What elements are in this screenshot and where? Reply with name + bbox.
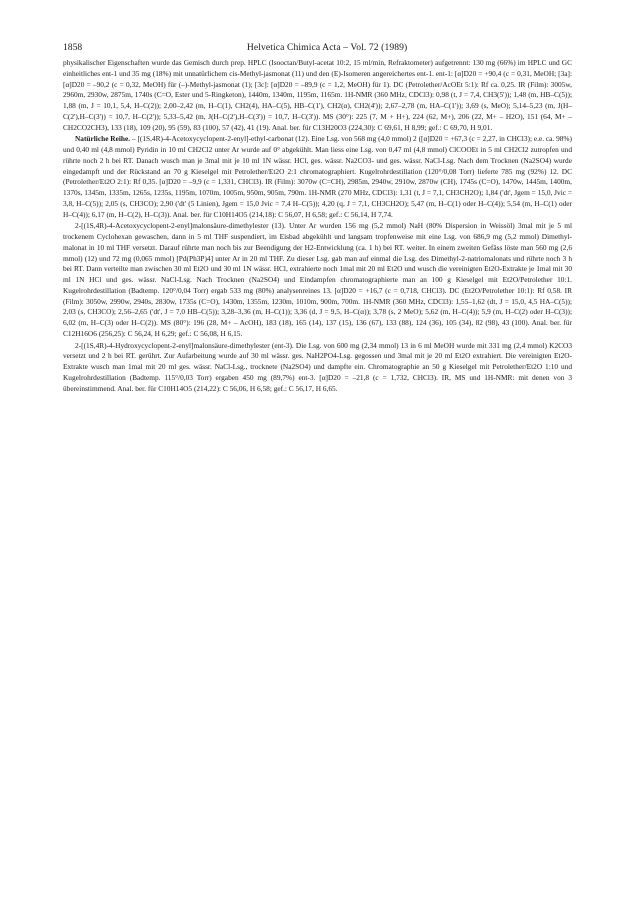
article-body [63,58,572,394]
paragraph [63,221,572,339]
paragraph-text: physikalischer Eigenschaften wurde das Gemisch durch prep. HPLC (Isooctan/Butyl-acetat 10:2, 15 ml/min, Refraktometer) aufgetrennt: 130 mg (66%) im HPLC und GC einheitliches ent-1 und 35 mg (18%) mit unnatürlichem cis-Methyl-jasmonat (11) und den (E)-Isomeren angereichertes ent-1. ent-1: [α]D20 = +90,4 (c = 0,31, MeOH; [3a]: [α]D20 = –90,2 (c = 0,32, MeOH) für (–)-Methyl-jasmonat (1); [3c]: [α]D20 = –89,9 (c = 1,2, MeOH) für 1). DC (Petrolether/AcOEt 5:1): Rf ca. 0,25. IR (Film): 3005w, 2960m, 2930w, 2875m, 1740s (C=O, Ester und 5-Ringketon), 1440m, 1340m, 1195m, 1165m. 1H-NMR (360 MHz, CDCl3): 0,98 (t, J = 7,4, CH3(5')); 1,48 (m, HB–C(5)); 1,88 (m, J = 10,1, 5,4, H–C(2)); 2,00–2,42 (m, H–C(1), CH2(4), HA–C(5), HB–C(1'), CH2(α), CH2(4')); 2,67–2,78 (m, HA–C(1')); 3,69 (s, MeO); 5,14–5,23 (m, J(H–C(2'),H–C(3')) = 10,7, H–C(2')); 5,33–5,42 (m, J(H–C(2'),H–C(3')) = 10,7, H–C(3')). MS (30°): 225 (7, M + H+), 224 (62, M+), 206 (22, M+ – H2O), 151 (64, M+ – CH2CO2CH3), 133 (18), 109 (20), 95 (59), 83 (100), 57 (42), 41 (19). Anal. ber. für C13H20O3 (224,30): C 69,61, H 8,99; gef.: C 69,70, H 9,01. [63,58,572,132]
paragraph [63,341,572,395]
paragraph [63,134,572,220]
paragraph-text: 2-[(1S,4R)-4-Acetoxycyclopent-2-enyl]malonsäure-dimethylester (13). Unter Ar wurden 156 mg (5,2 mmol) NaH (80% Dispersion in Weissöl) 3mal mit je 5 ml trockenem Cyclohexan gewaschen, dann in 5 ml THF suspendiert, im Eisbad abgekühlt und langsam tropfenweise mit eine Lsg. von 686,9 mg (5,2 mmol) Dimethyl-malonat in 10 ml THF versetzt. Darauf rührte man noch bis zur Beendigung der H2-Entwicklung (ca. 1 h) bei RT. weiter. In einem zweiten Gefäss löste man 560 mg (2,6 mmol) (12) und 72 mg (0,065 mmol) [Pd(Ph3P)4] unter Ar in 20 ml THF. Zu dieser Lsg. gab man auf einmal die Lsg. des Dimethyl-2-natriomalonats und rührte noch 3 h bei RT. Dann verteilte man zwischen 30 ml Et2O und 30 ml 1N wässr. HCl, extrahierte noch 1mal mit 20 ml Et2O und wusch die vereinigten Et2O-Extrakte je 1mal mit 30 ml 1N HCl und ges. wässr. NaCl-Lsg. Nach Trocknen (Na2SO4) und Eindampfen chromatographierte man an 100 g Kieselgel mit Et2O/Petrolether 10:1. Kugelrohrdestillation (Badtemp. 120°/0,04 Torr) ergab 533 mg (80%) analysenreines 13. [α]D20 = +16,7 (c = 0,718, CHCl3). DC (Et2O/Petrolether 10:1): Rf 0,58. IR (Film): 3050w, 2990w, 2940s, 2830w, 1735s (C=O), 1430m, 1355m, 1230m, 1010m, 900m, 700m. 1H-NMR (360 MHz, CDCl3): 1,55–1,62 (dt, J = 15,0, 4,5 HA–C(5)); 2,03 (s, CH3CO); 2,56–2,65 ('dt', J = 7,0 HB–C(5)); 3,28–3,36 (m, H–C(1)); 3,36 (d, J = 9,5, H–C(α)); 3,78 (s, 2 MeO); 5,62 (m, H–C(4)); 5,9 (m, H–C(2) oder H–C(3)); 6,02 (m, H–C(3) oder H–C(2)). MS (80°): 196 (28, M+ – AcOH), 183 (18), 165 (14), 137 (15), 136 (67), 133 (88), 124 (36), 105 (34), 82 (98), 43 (100). Anal. ber. für C12H16O6 (256,25): C 56,24, H 6,29; gef.: C 56,08, H 6,15. [63,221,572,338]
running-title: Helvetica Chimica Acta – Vol. 72 (1989) [246,42,408,53]
section-lead: Natürliche Reihe. [75,134,131,144]
journal-page [63,42,572,395]
paragraph [63,58,572,133]
paragraph-text: – [(1S,4R)-4-Acetoxycyclopent-2-enyl]-ethyl-carbonat (12). Eine Lsg. von 568 mg (4,0 mmol) 2 ([α]D20 = +67,3 (c = 2,27, in CHCl3); e.e. ca. 98%) und 0,40 ml (4,8 mmol) Pyridin in 10 ml CH2Cl2 unter Ar wurde auf 0° abgekühlt. Man liess eine Lsg. von 0,47 ml (4,8 mmol) ClCOOEt in 5 ml CH2Cl2 zutropfen und rührte noch 2 h bei RT. Danach wusch man je 3mal mit je 10 ml 1N wässr. HCl, ges. wässr. Na2CO3- und ges. wässr. NaCl-Lsg. Nach dem Trocknen (Na2SO4) wurde eingedampft und der Rückstand an 70 g Kieselgel mit Petrolether/Et2O 2:1 chromatographiert. Kugelrohrdestillation (120°/0,08 Torr) lieferte 785 mg (92%) 12. DC (Petrolether/Et2O 2:1): Rf 0,35. [α]D20 = –9,9 (c = 1,331, CHCl3). IR (Film): 3070w (C=CH), 2985m, 2940w, 2910w, 2870w (CH), 1745s (C=O), 1470w, 1445m, 1400m, 1370s, 1345m, 1335m, 1265s, 1235s, 1195m, 1070m, 1005m, 950m, 905m, 790m. 1H-NMR (270 MHz, CDCl3): 1,31 (t, J = 7,1, CH3CH2O); 1,84 ('dt', Jgem = 15,0, Jvic = 3,8, H–C(5)); 2,05 (s, CH3CO); 2,90 ('dt' (5 Linien), Jgem = 15,0 Jvic = 7,4 H–C(5)); 4,20 (q, J = 7,1, CH3CH2O); 5,47 (m, H–C(1) oder H–C(4)); 5,54 (m, H–C(1) oder H–C(4)); 6,17 (m, H–C(2), H–C(3)). Anal. ber. für C10H14O5 (214,18): C 56,07, H 6,58; gef.: C 56,14, H 7,74. [63,134,572,219]
page-number: 1858 [63,42,83,53]
paragraph-text: 2-[(1S,4R)-4-Hydroxycyclopent-2-enyl]malonsäure-dimethylester (ent-3). Die Lsg. von 600 mg (2,34 mmol) 13 in 6 ml MeOH wurde mit 331 mg (2,4 mmol) K2CO3 versetzt und 2 h bei RT. gerührt. Zur Aufarbeitung wurde auf 30 ml wässr. ges. NaH2PO4-Lsg. gegossen und 3mal mit je 20 ml Et2O extrahiert. Die vereinigten Et2O-Extrakte wusch man 1mal mit 20 ml ges. wässr. NaCl-Lsg., trocknete (Na2SO4) und dampfte ein. Chromatographie an 50 g Kieselgel mit Petrolether/Et2O 1:10 und Kugelrohrdestillation (Badtemp. 115°/0,03 Torr) ergaben 450 mg (89,7%) ent-3. [α]D20 = –21,8 (c = 1,732, CHCl3). IR, MS und 1H-NMR: mit denen von 3 übereinstimmend. Anal. ber. für C10H14O5 (214,22): C 56,06, H 6,58; gef.: C 56,17, H 6,65. [63,340,572,393]
running-header [63,42,572,54]
